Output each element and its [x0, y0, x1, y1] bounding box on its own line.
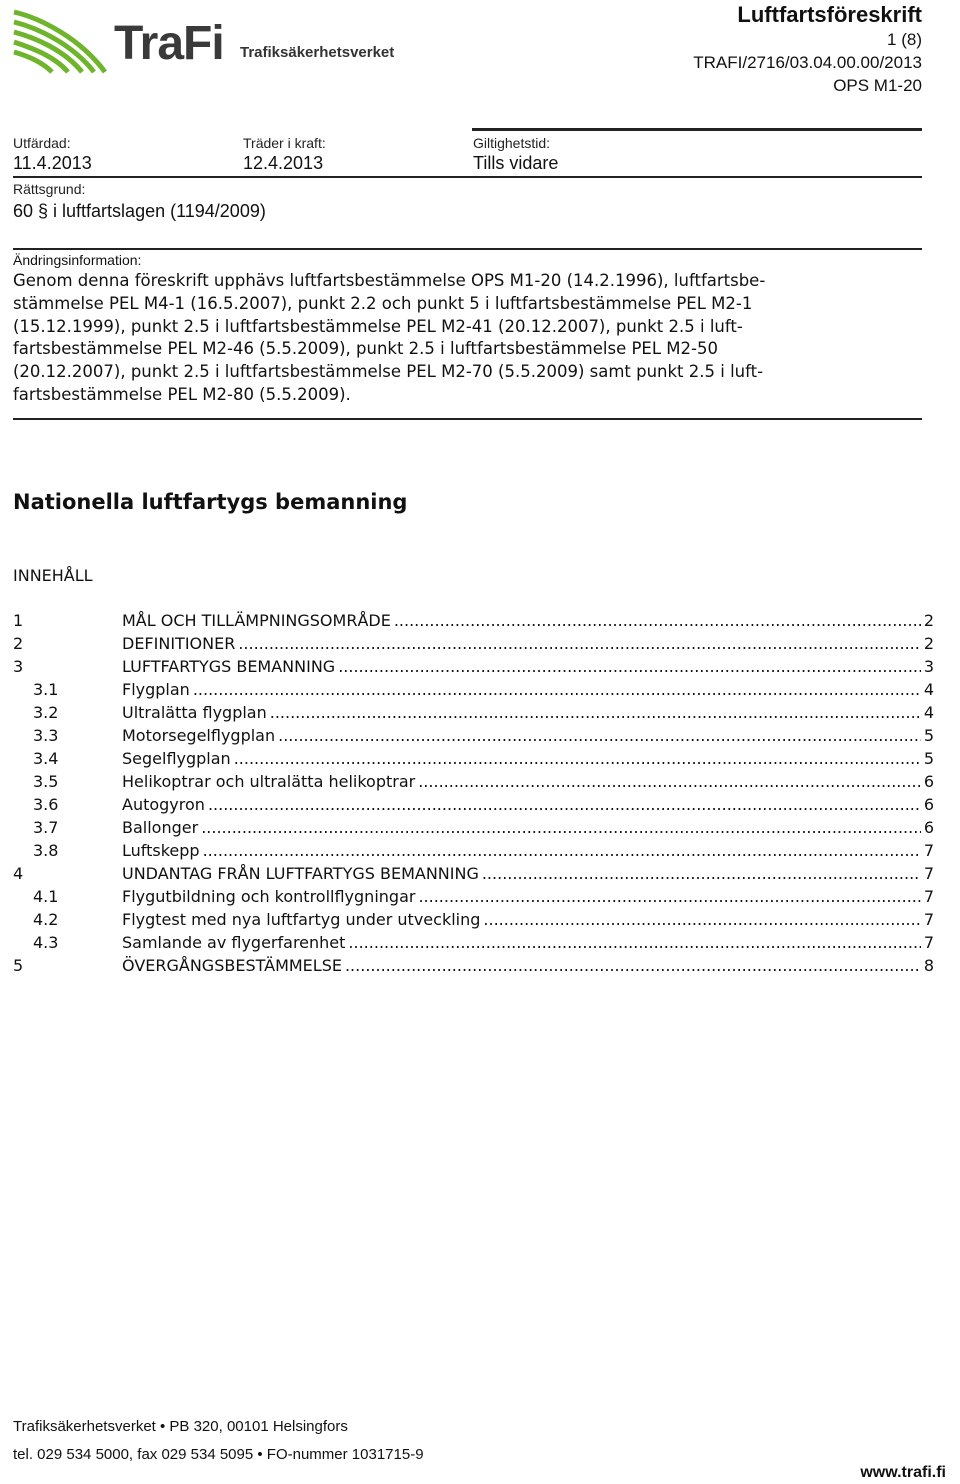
toc-entry-page: 7 — [923, 910, 934, 929]
toc-entry-line — [122, 862, 934, 885]
toc-heading: INNEHÅLL — [13, 566, 93, 585]
change-info-line: fartsbestämmelse PEL M2-80 (5.5.2009). — [13, 384, 351, 404]
toc-entry-line — [122, 747, 934, 770]
toc-entry-title: DEFINITIONER — [122, 634, 236, 653]
toc-entry-number: 2 — [13, 634, 24, 653]
toc-entry-page: 4 — [923, 703, 934, 722]
divider — [13, 248, 922, 250]
toc-entry-page: 5 — [923, 749, 934, 768]
toc-entry-number: 3.7 — [33, 818, 59, 837]
change-info-label: Ändringsinformation: — [13, 252, 142, 268]
effective-field — [243, 134, 326, 174]
validity-label: Giltighetstid: — [473, 135, 551, 151]
effective-value: 12.4.2013 — [243, 153, 324, 173]
document-title: Nationella luftfartygs bemanning — [13, 490, 408, 514]
toc-dot-leader — [418, 770, 921, 793]
footer-address: Trafiksäkerhetsverket • PB 320, 00101 Helsingfors — [13, 1418, 348, 1435]
toc-entry-title: Motorsegelflygplan — [122, 726, 276, 745]
toc-dot-leader — [483, 908, 920, 931]
toc-entry-line — [122, 908, 934, 931]
toc-entry-title: LUFTFARTYGS BEMANNING — [122, 657, 336, 676]
toc-entry-number: 3.3 — [33, 726, 59, 745]
toc-entry-title: Ballonger — [122, 818, 199, 837]
website-link[interactable]: www.trafi.fi — [860, 1464, 946, 1481]
toc-entry-page: 7 — [923, 887, 934, 906]
toc-entry-title: Ultralätta flygplan — [122, 703, 267, 722]
toc-entry-line — [122, 793, 934, 816]
toc-entry-line — [122, 885, 934, 908]
toc-entry-line — [122, 816, 934, 839]
footer-contact: tel. 029 534 5000, fax 029 534 5095 • FO-nummer 1031715-9 — [13, 1446, 424, 1463]
change-info-line: (15.12.1999), punkt 2.5 i luftfartsbestämmelse PEL M2-41 (20.12.2007), punkt 2.5 i luft- — [13, 316, 743, 336]
toc-entry-title: Segelflygplan — [122, 749, 231, 768]
toc-entry-line — [122, 770, 934, 793]
toc-entry[interactable] — [13, 770, 934, 793]
toc-entry-number: 4.1 — [33, 887, 59, 906]
toc-dot-leader — [193, 678, 921, 701]
legal-basis-label: Rättsgrund: — [13, 181, 86, 197]
toc-dot-leader — [345, 954, 921, 977]
change-info-line: (20.12.2007), punkt 2.5 i luftfartsbestämmelse PEL M2-70 (5.5.2009) samt punkt 2.5 i luft- — [13, 362, 764, 382]
toc-dot-leader — [208, 793, 921, 816]
page-indicator: 1 (8) — [887, 30, 922, 49]
toc-entry[interactable] — [13, 931, 934, 954]
issued-field — [13, 134, 92, 174]
toc-dot-leader — [270, 701, 921, 724]
toc-dot-leader — [278, 724, 921, 747]
toc-entry-number: 1 — [13, 611, 24, 630]
toc-entry-number: 4 — [13, 864, 24, 883]
toc-entry[interactable] — [13, 954, 934, 977]
logo-wordmark: TraFi — [114, 17, 224, 70]
toc-entry-page: 7 — [923, 933, 934, 952]
toc-entry-title: Samlande av flygerfarenhet — [122, 933, 346, 952]
issued-label: Utfärdad: — [13, 135, 71, 151]
document-type: Luftfartsföreskrift — [737, 2, 922, 27]
toc-entry-line — [122, 609, 934, 632]
toc-entry[interactable] — [13, 655, 934, 678]
toc-entry-page: 2 — [923, 611, 934, 630]
legal-basis-field — [13, 180, 266, 222]
toc-entry[interactable] — [13, 885, 934, 908]
toc-entry-title: Flygtest med nya luftfartyg under utveckling — [122, 910, 481, 929]
toc-entry-title: Flygutbildning och kontrollflygningar — [122, 887, 416, 906]
reference-number: TRAFI/2716/03.04.00.00/2013 — [693, 53, 922, 72]
swoosh-icon — [10, 8, 120, 76]
toc-entry[interactable] — [13, 724, 934, 747]
toc-entry-line — [122, 954, 934, 977]
toc-entry[interactable] — [13, 793, 934, 816]
toc-entry[interactable] — [13, 839, 934, 862]
toc-entry-number: 3.6 — [33, 795, 59, 814]
toc-dot-leader — [394, 609, 921, 632]
toc-entry-line — [122, 701, 934, 724]
toc-entry-number: 3.1 — [33, 680, 59, 699]
toc-entry-line — [122, 632, 934, 655]
legal-basis-value: 60 § i luftfartslagen (1194/2009) — [13, 201, 266, 221]
toc-entry-line — [122, 724, 934, 747]
effective-label: Träder i kraft: — [243, 135, 326, 151]
toc-entry-number: 5 — [13, 956, 24, 975]
change-info-line: Genom denna föreskrift upphävs luftfartsbestämmelse OPS M1-20 (14.2.1996), luftfartsbe- — [13, 271, 766, 290]
toc-entry[interactable] — [13, 908, 934, 931]
toc-entry-number: 3 — [13, 657, 24, 676]
toc-entry-line — [122, 839, 934, 862]
toc-dot-leader — [234, 747, 921, 770]
toc-entry-line — [122, 655, 934, 678]
toc-entry-title: UNDANTAG FRÅN LUFTFARTYGS BEMANNING — [122, 864, 479, 883]
toc-dot-leader — [203, 839, 921, 862]
toc-dot-leader — [348, 931, 920, 954]
toc-dot-leader — [482, 862, 921, 885]
divider — [472, 128, 922, 131]
trafi-logo — [10, 8, 430, 76]
toc-entry-title: MÅL OCH TILLÄMPNINGSOMRÅDE — [122, 611, 391, 630]
toc-entry-title: Flygplan — [122, 680, 190, 699]
change-info-text — [13, 270, 923, 407]
toc-entry[interactable] — [13, 862, 934, 885]
toc-dot-leader — [238, 632, 920, 655]
divider — [13, 418, 922, 420]
issued-value: 11.4.2013 — [13, 153, 92, 173]
divider — [13, 176, 922, 178]
toc-entry[interactable] — [13, 678, 934, 701]
toc-entry-page: 8 — [923, 956, 934, 975]
toc-entry-page: 6 — [923, 772, 934, 791]
toc-entry-title: Luftskepp — [122, 841, 200, 860]
toc-entry-page: 3 — [923, 657, 934, 676]
toc-dot-leader — [338, 655, 921, 678]
toc-entry-line — [122, 678, 934, 701]
toc-entry-title: Helikoptrar och ultralätta helikoptrar — [122, 772, 416, 791]
toc-entry[interactable] — [13, 701, 934, 724]
toc-dot-leader — [418, 885, 920, 908]
toc-entry-page: 4 — [923, 680, 934, 699]
toc-entry-number: 3.4 — [33, 749, 59, 768]
toc-entry[interactable] — [13, 609, 934, 632]
logo-agency-name: Trafiksäkerhetsverket — [240, 44, 395, 61]
toc-entry-page: 6 — [923, 818, 934, 837]
validity-value: Tills vidare — [473, 153, 559, 173]
toc-entry-number: 3.8 — [33, 841, 59, 860]
toc-entry-number: 4.2 — [33, 910, 59, 929]
toc-entry-number: 3.5 — [33, 772, 59, 791]
change-info-line: fartsbestämmelse PEL M2-46 (5.5.2009), punkt 2.5 i luftfartsbestämmelse PEL M2-50 — [13, 339, 718, 359]
table-of-contents — [13, 609, 934, 977]
toc-entry-line — [122, 931, 934, 954]
toc-entry-page: 7 — [923, 864, 934, 883]
toc-entry[interactable] — [13, 632, 934, 655]
toc-entry-page: 7 — [923, 841, 934, 860]
toc-entry-title: Autogyron — [122, 795, 205, 814]
change-info-line: stämmelse PEL M4-1 (16.5.2007), punkt 2.2 och punkt 5 i luftfartsbestämmelse PEL M2-1 — [13, 293, 753, 313]
regulation-code: OPS M1-20 — [833, 76, 922, 95]
document-header — [693, 2, 922, 97]
toc-entry-title: ÖVERGÅNGSBESTÄMMELSE — [122, 956, 342, 975]
toc-entry-page: 5 — [923, 726, 934, 745]
toc-entry[interactable] — [13, 747, 934, 770]
toc-entry-page: 6 — [923, 795, 934, 814]
toc-entry-number: 3.2 — [33, 703, 59, 722]
toc-entry-page: 2 — [923, 634, 934, 653]
validity-field — [473, 134, 558, 174]
toc-dot-leader — [201, 816, 921, 839]
toc-entry-number: 4.3 — [33, 933, 59, 952]
toc-entry[interactable] — [13, 816, 934, 839]
